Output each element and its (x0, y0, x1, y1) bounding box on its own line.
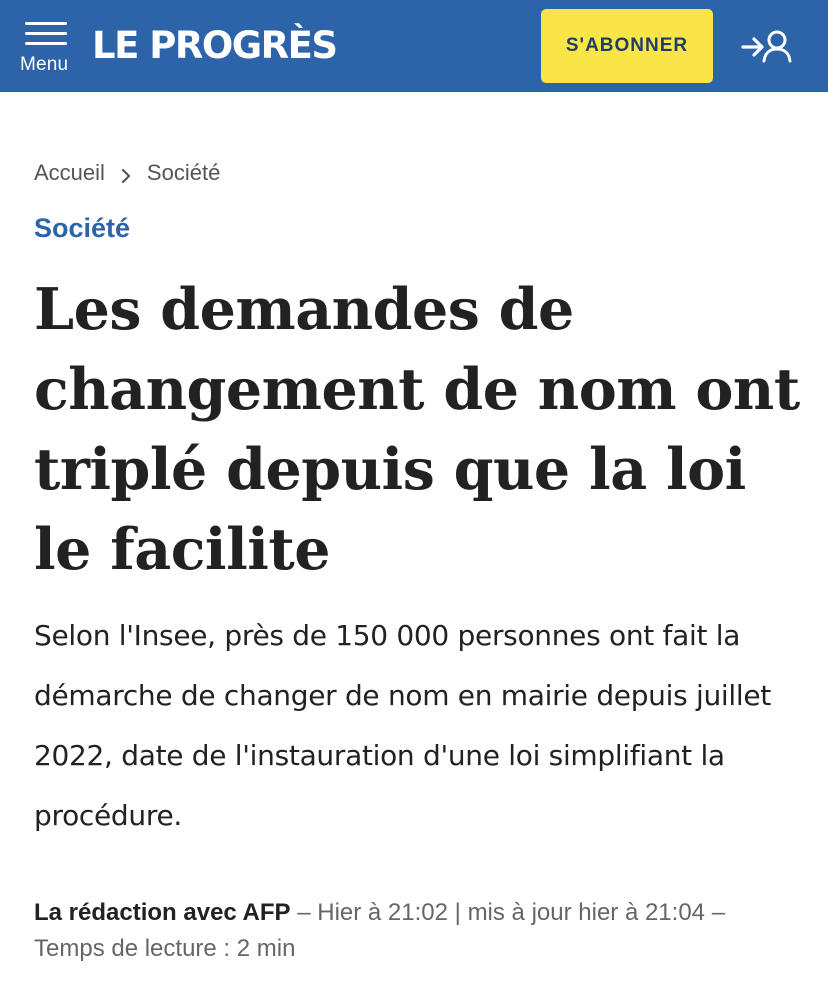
chevron-right-icon (115, 165, 137, 187)
top-navigation-bar (0, 0, 828, 92)
subscribe-button[interactable]: S'ABONNER (541, 9, 713, 83)
article-lead-paragraph: Selon l'Insee, près de 150 000 personnes ont fait la démarche de changer de nom en mairie depuis juillet 2022, date de l'instauration d'une loi simplifiant la procédure. (34, 619, 771, 832)
update-date: mis à jour hier à 21:04 (467, 899, 706, 926)
hamburger-icon (25, 22, 67, 46)
breadcrumb-section-link[interactable]: Société (146, 160, 221, 185)
article-byline (34, 895, 804, 967)
article-rubric-link[interactable]: Société (34, 213, 131, 243)
byline-separator: | (454, 899, 468, 926)
article-author: La rédaction avec AFP (34, 899, 291, 926)
site-logo[interactable]: LE PROGRÈS (92, 24, 337, 67)
menu-button[interactable] (20, 22, 76, 76)
login-user-icon[interactable] (741, 27, 793, 67)
breadcrumb (34, 160, 220, 186)
breadcrumb-home-link[interactable]: Accueil (34, 160, 105, 185)
article-headline: Les demandes de changement de nom ont triplé depuis que la loi le facilite (34, 276, 800, 583)
menu-label: Menu (20, 54, 69, 75)
publish-date: Hier à 21:02 (317, 899, 448, 926)
reading-time: Temps de lecture : 2 min (34, 935, 296, 962)
byline-separator: – (711, 899, 726, 926)
byline-separator: – (297, 899, 318, 926)
